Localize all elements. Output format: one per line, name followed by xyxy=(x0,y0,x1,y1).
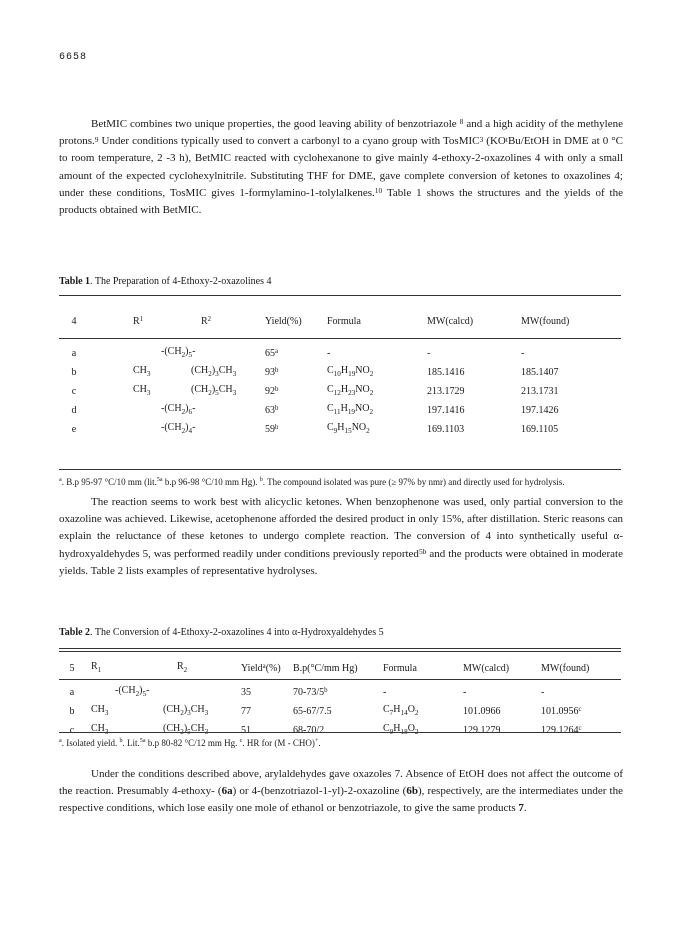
table2-header-cell: B.p(°C/mm Hg) xyxy=(293,663,358,674)
formula-cell: - xyxy=(383,687,387,698)
table1-header-row xyxy=(59,314,621,329)
table2-footnote: $^a$. Isolated yield. $^b$. Lit.$^{5a}$ b.p 80-82 °C/12 mm Hg. $^c$. HR for (M - CHO)+. xyxy=(59,737,321,748)
mw-calcd-cell: 213.1729 xyxy=(427,386,465,397)
table1-header-cell: MW(calcd) xyxy=(427,316,474,327)
table1-header-cell: Formula xyxy=(327,316,361,327)
yield-cell: 65$^a$ xyxy=(265,347,279,359)
formula-cell: $C_7H_{14}O_2$ xyxy=(383,704,419,717)
compound-id: b xyxy=(69,706,75,717)
substituent-r1: $CH_3$ xyxy=(91,723,109,736)
mw-found-cell: 101.0956$^c$ xyxy=(541,705,582,717)
mw-found-cell: 169.1105 xyxy=(521,424,559,435)
formula-cell: $C_9H_{18}O_2$ xyxy=(383,723,419,736)
yield-cell: 92$^b$ xyxy=(265,385,279,397)
mw-calcd-cell: 129.1279 xyxy=(463,725,501,736)
substituent-r2: $(CH_2)_5CH_3$ xyxy=(163,723,209,736)
mw-found-cell: 129.1264$^c$ xyxy=(541,724,582,736)
table2-header-cell: $R_1$ xyxy=(91,661,102,674)
paragraph-oxazoles: Under the conditions described above, arylaldehydes gave oxazoles 7. Absence of EtOH does not affect the outcome of the reaction. Presumably 4-ethoxy- (6a) or 4-(benzotriazol-1-yl)-2-oxazoline (6b), respectively, are the intermediates under the respective conditions, which lose easily one mole of ethanol or benzotriazole, to give the same products 7. xyxy=(59,768,623,815)
yield-cell: 93$^b$ xyxy=(265,366,279,378)
table1-header-cell: Yield(%) xyxy=(265,316,302,327)
table1-footnote: $^a$. B.p 95-97 °C/10 mm (lit.$^{5a}$ b.p 96-98 °C/10 mm Hg). $^b$. The compound isolated was pure (≥ 97% by nmr) and directly used for hydrolysis. xyxy=(59,476,565,487)
mw-found-cell: 185.1407 xyxy=(521,367,559,378)
table2-caption xyxy=(59,627,384,638)
table2-caption-text: . The Conversion of 4-Ethoxy-2-oxazolines 4 into α-Hydroxyaldehydes 5 xyxy=(90,627,384,638)
boiling-point-cell: 70-73/5$^b$ xyxy=(293,686,328,698)
table1-header-cell: 4 xyxy=(71,316,77,327)
table2-row xyxy=(59,683,621,702)
table1-caption-text: . The Preparation of 4-Ethoxy-2-oxazolines 4 xyxy=(90,276,272,287)
compound-id: a xyxy=(71,348,77,359)
table2-row xyxy=(59,702,621,721)
table2-caption-label: Table 2 xyxy=(59,627,91,638)
yield-cell: 63$^b$ xyxy=(265,404,279,416)
paragraph-intro: BetMIC combines two unique properties, the good leaving ability of benzotriazole $^8$ and a high acidity of the methylene protons.$^9$ Under conditions typically used to convert a carbonyl to a cyano group with TosMIC$^3$ ($KO^tBu$/EtOH in DME at 0 °C to room temperature, 2 -3 h), BetMIC reacted with cyclohexanone to give mainly 4-ethoxy-2-oxazolines 4 with only a small amount of the expected cyclohexylnitrile. Substituting THF for DME, gave complete conversion of ketones to oxazolines 4; under these conditions, TosMIC gives 1-formylamino-1-tolylalkenes.$^{10}$ Table 1 shows the structures and the yields of the products obtained with BetMIC. xyxy=(59,117,624,217)
substituent-r1r2: $-(CH_2)_4-$ xyxy=(161,422,196,435)
mw-found-cell: 197.1426 xyxy=(521,405,559,416)
compound-id: b xyxy=(71,367,77,378)
compound-id: e xyxy=(71,424,77,435)
substituent-r1r2: $-(CH_2)_5-$ xyxy=(161,346,196,359)
table2-header-cell: $R_2$ xyxy=(177,661,188,674)
table1-row xyxy=(59,420,621,439)
substituent-r2: $(CH_2)_3CH_3$ xyxy=(163,704,209,717)
formula-cell: $C_{12}H_{23}NO_2$ xyxy=(327,384,374,397)
table1-top-rule xyxy=(59,295,621,296)
paragraph-reaction: The reaction seems to work best with alicyclic ketones. When benzophenone was used, only partial conversion to the oxazoline was achieved. Likewise, acetophenone afforded the desired product in only 15%, after distillation. Steric reasons can explain the reluctance of these ketones to undergo complete reaction. The conversion of 4 into synthetically useful α-hydroxyaldehydes 5, was performed readily under conditions previously reported$^{5b}$ and the products were obtained in moderate yields. Table 2 lists examples of representative hydrolyses. xyxy=(59,496,623,577)
mw-found-cell: 213.1731 xyxy=(521,386,559,397)
substituent-r1: $CH_3$ xyxy=(91,704,109,717)
mw-found-cell: - xyxy=(521,348,525,359)
mw-calcd-cell: 197.1416 xyxy=(427,405,465,416)
page-number: 6658 xyxy=(59,52,88,63)
formula-cell: $C_9H_{15}NO_2$ xyxy=(327,422,370,435)
substituent-r2: $(CH_2)_3CH_3$ xyxy=(191,365,237,378)
boiling-point-cell: 68-70/2 xyxy=(293,725,325,736)
table1-row xyxy=(59,401,621,420)
yield-cell: 59$^b$ xyxy=(265,423,279,435)
substituent-r1r2: $-(CH_2)_6-$ xyxy=(161,403,196,416)
table2-bottom-rule xyxy=(59,732,621,733)
mw-calcd-cell: - xyxy=(427,348,431,359)
table1-header-cell: $R^2$ xyxy=(201,315,212,327)
table2-header-cell: Yield$^a$(%) xyxy=(241,662,281,674)
table1-header-rule xyxy=(59,338,621,339)
table1-header-cell: $R^1$ xyxy=(133,315,144,327)
table1-row xyxy=(59,344,621,363)
table2-header-rule xyxy=(59,679,621,680)
table2-header xyxy=(59,659,621,678)
compound-id: c xyxy=(69,725,75,736)
table2-header-cell: 5 xyxy=(69,663,75,674)
substituent-r1r2: $-(CH_2)_5-$ xyxy=(115,685,150,698)
table2-header-cell: Formula xyxy=(383,663,417,674)
yield-cell: 77 xyxy=(241,706,251,717)
substituent-r1: $CH_3$ xyxy=(133,365,151,378)
table1-header xyxy=(59,314,621,329)
table2-header-cell: MW(calcd) xyxy=(463,663,510,674)
table1-rows xyxy=(59,344,621,439)
compound-id: a xyxy=(69,687,75,698)
formula-cell: - xyxy=(327,348,331,359)
compound-id: c xyxy=(71,386,77,397)
yield-cell: 35 xyxy=(241,687,251,698)
mw-calcd-cell: 185.1416 xyxy=(427,367,465,378)
mw-calcd-cell: - xyxy=(463,687,467,698)
table1-caption-label: Table 1 xyxy=(59,276,91,287)
table2-header-row xyxy=(59,659,621,678)
boiling-point-cell: 65-67/7.5 xyxy=(293,706,332,717)
table2-top-rule xyxy=(59,648,621,652)
substituent-r1: $CH_3$ xyxy=(133,384,151,397)
substituent-r2: $(CH_2)_5CH_3$ xyxy=(191,384,237,397)
mw-found-cell: - xyxy=(541,687,545,698)
table1-header-cell: MW(found) xyxy=(521,316,570,327)
formula-cell: $C_{10}H_{19}NO_2$ xyxy=(327,365,374,378)
compound-id: d xyxy=(71,405,77,416)
table2-header-cell: MW(found) xyxy=(541,663,590,674)
mw-calcd-cell: 101.0966 xyxy=(463,706,501,717)
table1-row xyxy=(59,382,621,401)
mw-calcd-cell: 169.1103 xyxy=(427,424,465,435)
table1-row xyxy=(59,363,621,382)
table1-bottom-rule xyxy=(59,469,621,470)
table1-body xyxy=(59,344,621,439)
formula-cell: $C_{11}H_{19}NO_2$ xyxy=(327,403,374,416)
table1-caption xyxy=(59,276,271,287)
yield-cell: 51 xyxy=(241,725,251,736)
